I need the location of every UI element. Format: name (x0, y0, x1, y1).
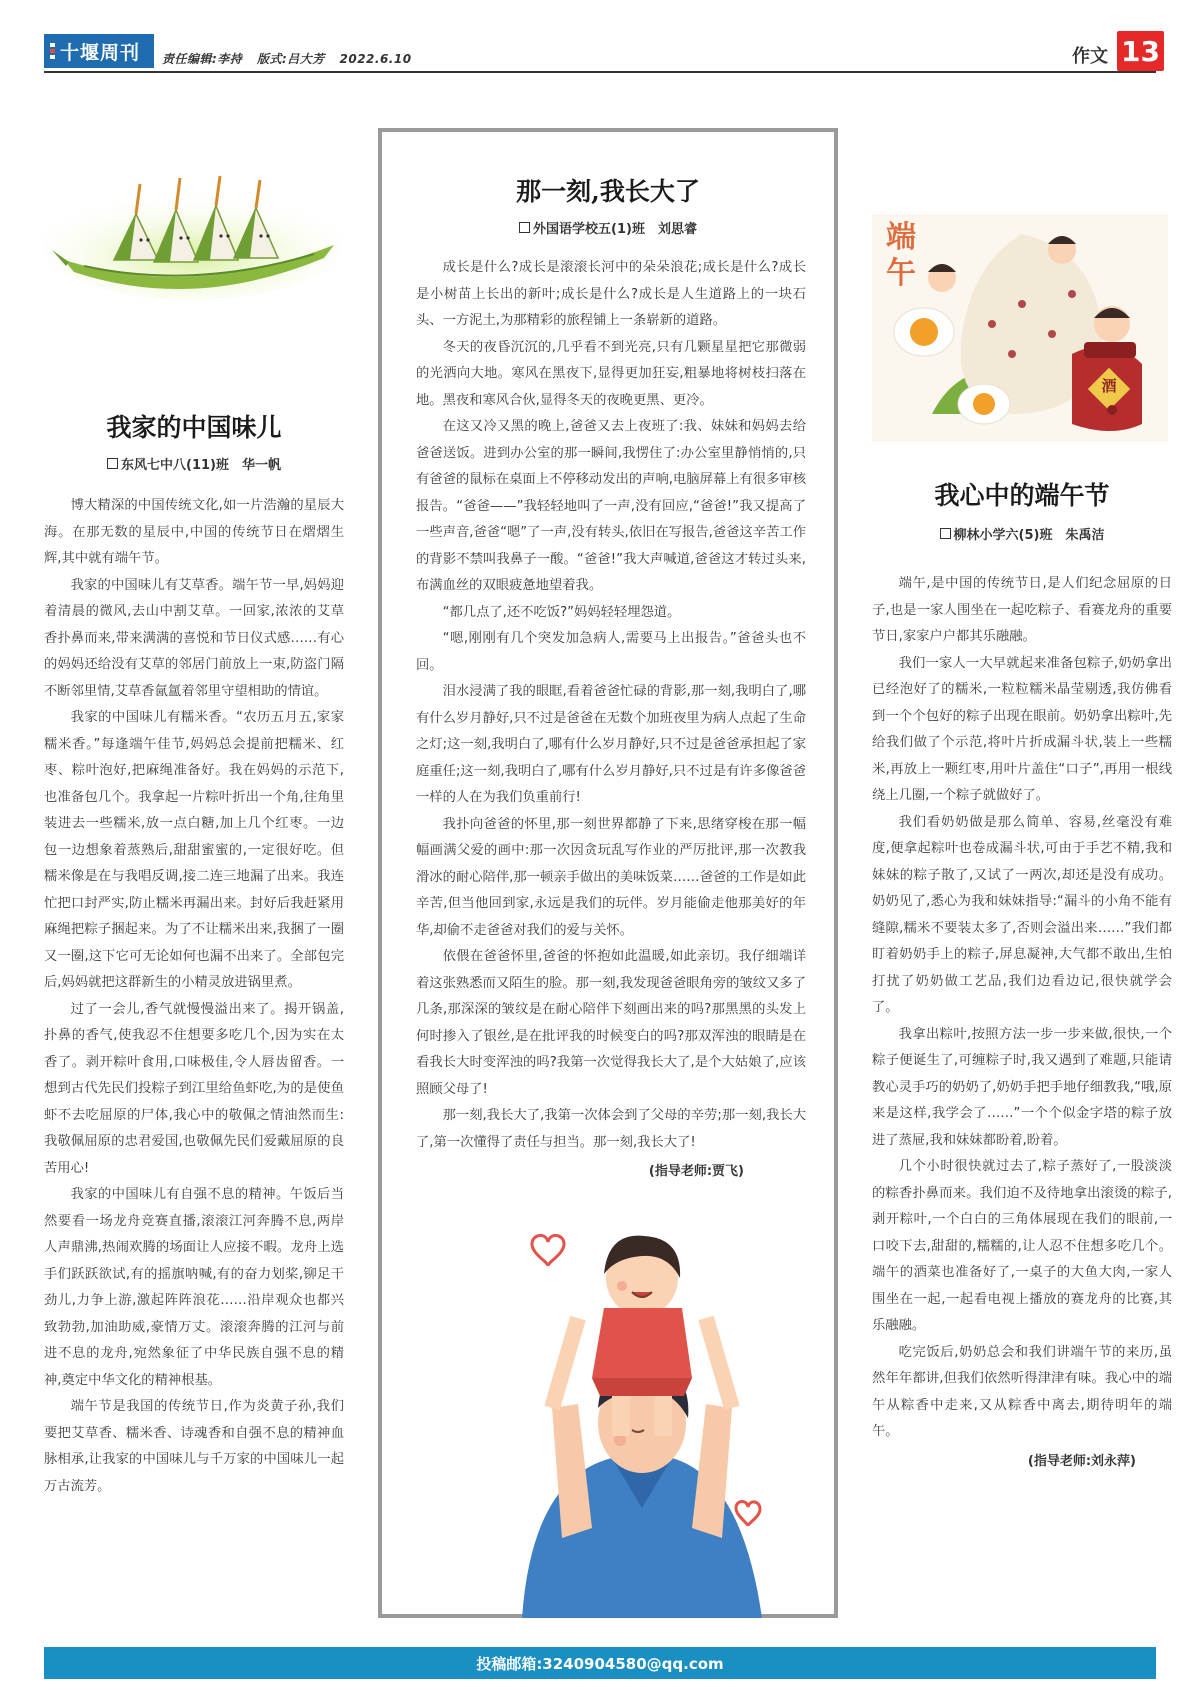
paragraph: 那一刻,我长大了,我第一次体会到了父母的辛劳;那一刻,我长大了,第一次懂得了责任与担当。那一刻,我长大了! (416, 1108, 806, 1150)
center-article-title: 那一刻,我长大了 (516, 177, 700, 206)
paragraph: 我家的中国味儿有糯米香。“农历五月五,家家糯米香。”每逢端午佳节,妈妈总会提前把糯米、红枣、粽叶泡好,把麻绳准备好。我在妈妈的示范下,也准备包几个。我拿起一片粽叶折出一个角,往角里装进去一些糯米,放一点白糖,加上几个红枣。一边包一边想象着蒸熟后,甜甜蜜蜜的,一定很好吃。但糯米像是在与我唱反调,接二连三地漏了出来。我连忙把口封严实,防止糯米再漏出来。封好后我赶紧用麻绳把粽子捆起来。为了不让糯米出来,我捆了一圈又一圈,这下它可无论如何也漏不出来了。全部包完后,妈妈就把这群新生的小精灵放进锅里煮。 (44, 710, 344, 990)
masthead-title: 十堰周刊 (60, 41, 141, 64)
issue-date: 2022.6.10 (339, 52, 412, 66)
right-article-school: 柳林小学六(5)班 (953, 528, 1053, 543)
right-article-title: 我心中的端午节 (934, 481, 1110, 510)
paragraph: 过了一会儿,香气就慢慢溢出来了。揭开锅盖,扑鼻的香气,使我忍不住想要多吃几个,因为实在太香了。剥开粽叶食用,口味极佳,令人唇齿留香。一想到古代先民们投粽子到江里给鱼虾吃,为的是使鱼虾不去吃屈原的尸体,我心中的敬佩之情油然而生:我敬佩屈原的忠君爱国,也敬佩先民们爱戴屈原的良苦用心! (44, 1001, 344, 1176)
center-article-school: 外国语学校五(1)班 (533, 222, 645, 237)
right-article-author: 朱禹洁 (1065, 528, 1105, 543)
submission-email[interactable]: 投稿邮箱:3240904580@qq.com (476, 1654, 724, 1673)
paragraph: 我扑向爸爸的怀里,那一刻世界都静了下来,思绪穿梭在那一幅幅画满父爱的画中:那一次因贪玩乱写作业的严厉批评,那一次教我滑冰的耐心陪伴,那一顿亲手做出的美味饭菜……爸爸的工作是如此辛苦,但当他回到家,永远是我们的玩伴。岁月能偷走他那美好的年华,却偷不走爸爸对我们的爱与关怀。 (416, 816, 806, 938)
paragraph: 成长是什么?成长是滚滚长河中的朵朵浪花;成长是什么?成长是小树苗上长出的新叶;成长是什么?成长是人生道路上的一块石头、一方泥土,为那精彩的旅程铺上一条崭新的道路。 (416, 260, 806, 328)
left-article-title: 我家的中国味儿 (106, 413, 282, 442)
right-article-body (872, 571, 1172, 1446)
paragraph: 冬天的夜昏沉沉的,几乎看不到光亮,只有几颗星星把它那微弱的光洒向大地。寒风在黑夜下,显得更加狂妄,粗暴地将树枝扫落在地。黑夜和寒风合伙,显得冬天的夜晚更黑、更冷。 (416, 339, 806, 408)
paragraph: 泪水浸满了我的眼眶,看着爸爸忙碌的背影,那一刻,我明白了,哪有什么岁月静好,只不过是爸爸在无数个加班夜里为病人点起了生命之灯;这一刻,我明白了,哪有什么岁月静好,只不过是爸爸承担起了家庭重任;这一刻,我明白了,哪有什么岁月静好,只不过是有许多像爸爸一样的人在为我们负重前行! (416, 684, 806, 805)
right-article (872, 214, 1172, 1469)
right-article-byline (872, 524, 1172, 543)
section-name: 作文 (1072, 46, 1108, 67)
zongzi-dragon-boat-illustration (44, 150, 340, 300)
left-article-byline (44, 454, 344, 473)
byline-box-icon (519, 222, 530, 233)
paragraph: 我们一家人一大早就起来准备包粽子,奶奶拿出已经泡好了的糯米,一粒粒糯米晶莹剔透,我仿佛看到一个个包好的粽子出现在眼前。奶奶拿出粽叶,先给我们做了个示范,将叶片折成漏斗状,装上一些糯米,再放上一颗红枣,用叶片盖住“口子”,再用一根线绕上几圈,一个粽子就做好了。 (872, 655, 1172, 803)
submission-email-bar (44, 1647, 1156, 1679)
left-article-school: 东风七中八(11)班 (121, 458, 229, 473)
page-number: 13 (1117, 31, 1164, 71)
dragon-boat-festival-illustration (872, 214, 1168, 442)
wine-jar-label: 酒 (1101, 377, 1117, 395)
edit-info (162, 50, 422, 67)
paragraph: 几个小时很快就过去了,粽子蒸好了,一股淡淡的粽香扑鼻而来。我们迫不及待地拿出滚烫的粽子,剥开粽叶,一个白白的三角体展现在我们的眼前,一口咬下去,甜甜的,糯糯的,让人忍不住想多吃几个。端午的酒菜也准备好了,一桌子的大鱼大肉,一家人围坐在一起,一起看电视上播放的赛龙舟的比赛,其乐融融。 (872, 1159, 1172, 1333)
paragraph: 端午节是我国的传统节日,作为炎黄子孙,我们要把艾草香、糯米香、诗魂香和自强不息的精神血脉相承,让我家的中国味儿与千万家的中国味儿一起万古流芳。 (44, 1399, 344, 1494)
paragraph: 我家的中国味儿有艾草香。端午节一早,妈妈迎着清晨的微风,去山中割艾草。一回家,浓浓的艾草香扑鼻而来,带来满满的喜悦和节日仪式感……有心的妈妈还给没有艾草的邻居门前放上一束,防盗门隔不断邻里情,艾草香氤氲着邻里守望相助的情谊。 (44, 577, 344, 699)
father-lifting-child-illustration (492, 1208, 792, 1618)
center-article-byline (382, 218, 834, 237)
byline-box-icon (107, 458, 118, 469)
layout-credit: 版式:吕大芳 (257, 52, 325, 66)
center-article-teacher: (指导老师:贾飞) (648, 1164, 744, 1179)
paragraph: 依偎在爸爸怀里,爸爸的怀抱如此温暖,如此亲切。我仔细端详着这张熟悉而又陌生的脸。那一刻,我发现爸爸眼角旁的皱纹又多了几条,那深深的皱纹是在耐心陪伴下刻画出来的吗?那黑黑的头发上何时掺入了银丝,是在批评我的时候变白的吗?那双浑浊的眼睛是在看我长大时变浑浊的吗?我第一次觉得我长大了,是个大姑娘了,应该照顾父母了! (416, 949, 806, 1097)
paragraph: “都几点了,还不吃饭?”妈妈轻轻埋怨道。 (442, 604, 681, 620)
masthead-bars-icon (50, 43, 55, 59)
paragraph: 博大精深的中国传统文化,如一片浩瀚的星辰大海。在那无数的星辰中,中国的传统节日在熠熠生辉,其中就有端午节。 (44, 498, 344, 566)
left-article (44, 150, 344, 1500)
center-article-author: 刘思睿 (657, 222, 697, 237)
right-article-teacher: (指导老师:刘永萍) (1027, 1453, 1136, 1469)
duanwu-calligraphy-label: 端午 (886, 220, 916, 291)
paragraph: 我拿出粽叶,按照方法一步一步来做,很快,一个粽子便诞生了,可缠粽子时,我又遇到了难题,只能请教心灵手巧的奶奶了,奶奶手把手地仔细教我,“哦,原来是这样,我学会了……”一个个似金字塔的粽子放进了蒸屉,我和妹妹都盼着,盼着。 (872, 1026, 1172, 1148)
header-rule (44, 71, 1156, 73)
paragraph: 端午,是中国的传统节日,是人们纪念屈原的日子,也是一家人围坐在一起吃粽子、看赛龙舟的重要节日,家家户户都其乐融融。 (872, 576, 1172, 644)
paragraph: 在这又冷又黑的晚上,爸爸又去上夜班了:我、妹妹和妈妈去给爸爸送饭。进到办公室的那一瞬间,我愣住了:办公室里静悄悄的,只有爸爸的鼠标在桌面上不停移动发出的声响,电脑屏幕上有很多审核报告。“爸爸——”我轻轻地叫了一声,没有回应,“爸爸!”我又提高了一些声音,爸爸“嗯”了一声,没有转头,依旧在写报告,爸爸这辛苦工作的背影不禁叫我鼻子一酸。“爸爸!”我大声喊道,爸爸这才转过头来,布满血丝的双眼疲惫地望着我。 (416, 419, 806, 593)
left-article-body (44, 493, 344, 1500)
paragraph: 我们看奶奶做是那么简单、容易,丝毫没有难度,便拿起粽叶也卷成漏斗状,可由于手艺不精,我和妹妹的粽子散了,又试了一两次,却还是没有成功。奶奶见了,悉心为我和妹妹指导:“漏斗的小角不能有缝隙,糯米不要装太多了,否则会溢出来……”我们都盯着奶奶手上的粽子,屏息凝神,大气都不敢出,生怕打扰了奶奶做工艺品,我们边看边记,很快就学会了。 (872, 814, 1172, 1015)
paragraph: 吃完饭后,奶奶总会和我们讲端午节的来历,虽然年年都讲,但我们依然听得津津有味。我心中的端午从粽香中走来,又从粽香中离去,期待明年的端午。 (872, 1344, 1172, 1439)
paragraph: 我家的中国味儿有自强不息的精神。午饭后当然要看一场龙舟竞赛直播,滚滚江河奔腾不息,两岸人声鼎沸,热闹欢腾的场面让人应接不暇。龙舟上选手们跃跃欲试,有的摇旗呐喊,有的奋力划桨,铆足干劲儿,力争上游,激起阵阵浪花……沿岸观众也都兴致勃勃,加油助威,豪情万丈。滚滚奔腾的江河与前进不息的龙舟,宛然象征了中华民族自强不息的精神,奠定中华文化的精神根基。 (44, 1187, 344, 1388)
paragraph: “嗯,刚刚有几个突发加急病人,需要马上出报告。”爸爸头也不回。 (416, 631, 806, 673)
center-article-body (416, 255, 806, 1156)
byline-box-icon (940, 528, 951, 539)
editor-credit: 责任编辑:李持 (162, 52, 243, 66)
center-article-box (378, 128, 838, 1618)
left-article-author: 华一帆 (241, 458, 281, 473)
masthead-logo (44, 34, 154, 68)
